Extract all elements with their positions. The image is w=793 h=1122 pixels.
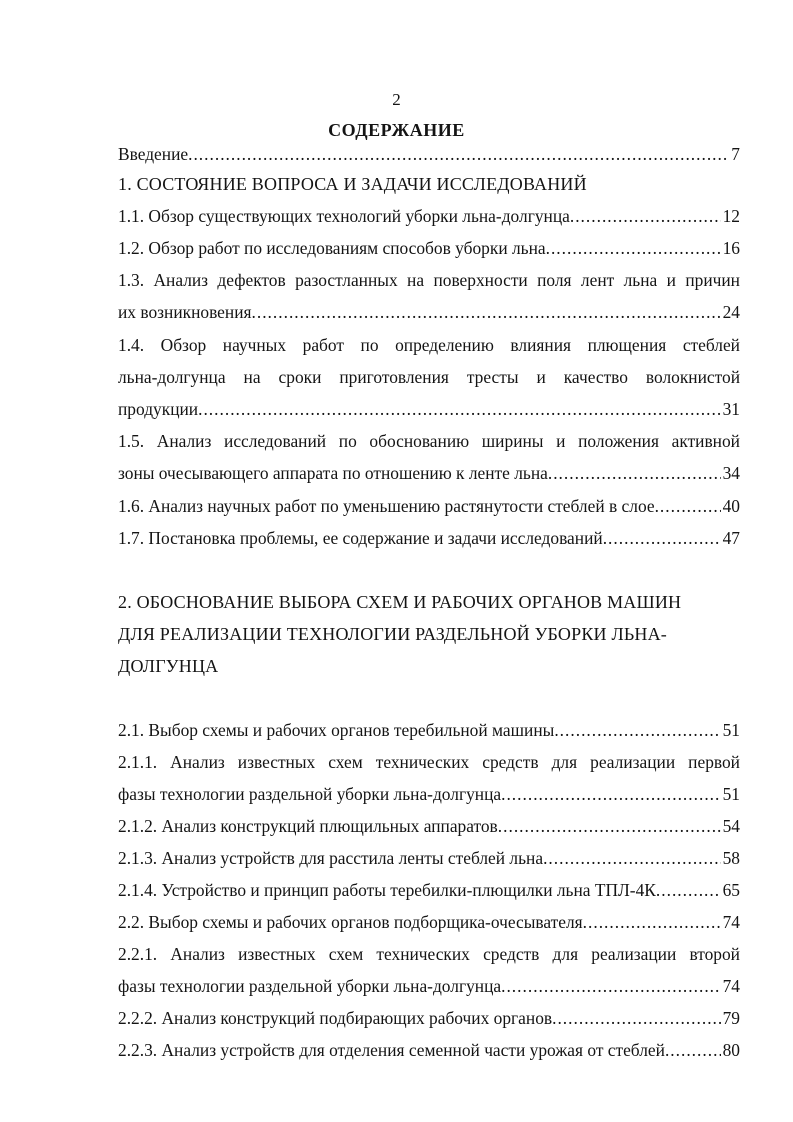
- toc-entry-text: 2.1.4. Устройство и принцип работы теребилки-плющилки льна ТПЛ-4К: [118, 880, 656, 900]
- toc-entry-2-2: [118, 910, 740, 934]
- page-title: СОДЕРЖАНИЕ: [328, 120, 465, 140]
- toc-entry-text: Введение: [118, 144, 189, 164]
- section-2-heading-line2: ДЛЯ РЕАЛИЗАЦИИ ТЕХНОЛОГИИ РАЗДЕЛЬНОЙ УБОРКИ ЛЬНА-: [118, 624, 667, 644]
- toc-entry-2-1-1-line1: 2.1.1. Анализ известных схем технических средств для реализации первой: [118, 752, 740, 772]
- toc-page: 74: [722, 976, 740, 996]
- toc-entry-1-3: [118, 300, 740, 324]
- toc-entry-text: 1.1. Обзор существующих технологий уборки льна-долгунца: [118, 206, 570, 226]
- toc-entry-text: 2.1.3. Анализ устройств для расстила ленты стеблей льна: [118, 848, 544, 868]
- toc-leader: [501, 782, 721, 806]
- toc-leader: [501, 974, 721, 998]
- toc-entry-text: 2.2.2. Анализ конструкций подбирающих рабочих органов: [118, 1008, 553, 1028]
- toc-page: 51: [722, 720, 740, 740]
- toc-entry-1-4-line1: 1.4. Обзор научных работ по определению влияния плющения стеблей: [118, 335, 740, 355]
- toc-entry-2-1: [118, 718, 740, 742]
- toc-page: 51: [722, 784, 740, 804]
- toc-entry-1-3-line1: 1.3. Анализ дефектов разостланных на поверхности поля лент льна и причин: [118, 270, 740, 290]
- toc-leader: [570, 204, 721, 228]
- toc-entry-text: 2.2. Выбор схемы и рабочих органов подборщика-очесывателя: [118, 912, 583, 932]
- toc-entry-text: их возникновения: [118, 302, 252, 322]
- toc-entry-1-5: [118, 461, 740, 485]
- toc-page: 79: [722, 1008, 740, 1028]
- toc-entry-2-1-1: [118, 782, 740, 806]
- toc-entry-1-4: [118, 397, 740, 421]
- toc-page: 34: [722, 463, 740, 483]
- toc-entry-text: 1.2. Обзор работ по исследованиям способов уборки льна: [118, 238, 546, 258]
- toc-entry-2-1-2: [118, 814, 740, 838]
- toc-entry-2-2-1-line1: 2.2.1. Анализ известных схем технических средств для реализации второй: [118, 944, 740, 964]
- toc-entry-2-2-2: [118, 1006, 740, 1030]
- toc-entry-text: 2.1. Выбор схемы и рабочих органов теребильной машины: [118, 720, 555, 740]
- toc-entry-text: продукции: [118, 399, 199, 419]
- toc-page: 24: [722, 302, 740, 322]
- toc-leader: [548, 461, 721, 485]
- toc-entry-1-2: [118, 236, 740, 260]
- toc-leader: [498, 814, 721, 838]
- toc-page: 54: [722, 816, 740, 836]
- toc-leader: [554, 718, 720, 742]
- toc-page: 40: [722, 496, 740, 516]
- toc-leader: [198, 397, 721, 421]
- toc-page: 16: [722, 238, 740, 258]
- toc-entry-text: 1.7. Постановка проблемы, ее содержание и задачи исследований: [118, 528, 603, 548]
- toc-page: 31: [722, 399, 740, 419]
- toc-leader: [543, 846, 721, 870]
- section-2-heading-line3: ДОЛГУНЦА: [118, 656, 219, 676]
- toc-page: 58: [722, 848, 740, 868]
- toc-page: 47: [722, 528, 740, 548]
- toc-entry-text: 2.2.3. Анализ устройств для отделения семенной части урожая от стеблей: [118, 1040, 665, 1060]
- toc-page: 65: [722, 880, 740, 900]
- toc-entry-text: 1.6. Анализ научных работ по уменьшению растянутости стеблей в слое: [118, 496, 655, 516]
- toc-entry-intro: [118, 142, 740, 166]
- toc-entry-text: фазы технологии раздельной уборки льна-долгунца: [118, 976, 502, 996]
- toc-leader: [546, 236, 721, 260]
- toc-page: 74: [722, 912, 740, 932]
- toc-leader: [656, 878, 721, 902]
- toc-entry-1-5-line1: 1.5. Анализ исследований по обоснованию ширины и положения активной: [118, 431, 740, 451]
- toc-leader: [252, 300, 721, 324]
- toc-entry-text: 2.1.2. Анализ конструкций плющильных аппаратов: [118, 816, 498, 836]
- toc-page: 12: [722, 206, 740, 226]
- toc-page: 7: [731, 144, 740, 164]
- toc-page: 80: [722, 1040, 740, 1060]
- toc-entry-2-1-4: [118, 878, 740, 902]
- toc-leader: [552, 1006, 721, 1030]
- toc-entry-2-2-1: [118, 974, 740, 998]
- toc-entry-text: зоны очесывающего аппарата по отношению к ленте льна: [118, 463, 548, 483]
- toc-leader: [583, 910, 721, 934]
- toc-entry-1-6: [118, 494, 740, 518]
- toc-leader: [665, 1038, 721, 1062]
- toc-entry-1-1: [118, 204, 740, 228]
- toc-entry-2-2-3: [118, 1038, 740, 1062]
- toc-leader: [603, 526, 721, 550]
- toc-entry-text: фазы технологии раздельной уборки льна-долгунца: [118, 784, 502, 804]
- section-1-heading: 1. СОСТОЯНИЕ ВОПРОСА И ЗАДАЧИ ИССЛЕДОВАНИЙ: [118, 174, 587, 194]
- toc-entry-1-7: [118, 526, 740, 550]
- toc-entry-1-4-line2: льна-долгунца на сроки приготовления тресты и качество волокнистой: [118, 367, 740, 387]
- page-number: 2: [392, 90, 401, 109]
- toc-leader: [655, 494, 721, 518]
- toc-leader: [188, 142, 729, 166]
- toc-entry-2-1-3: [118, 846, 740, 870]
- section-2-heading-line1: 2. ОБОСНОВАНИЕ ВЫБОРА СХЕМ И РАБОЧИХ ОРГАНОВ МАШИН: [118, 592, 682, 612]
